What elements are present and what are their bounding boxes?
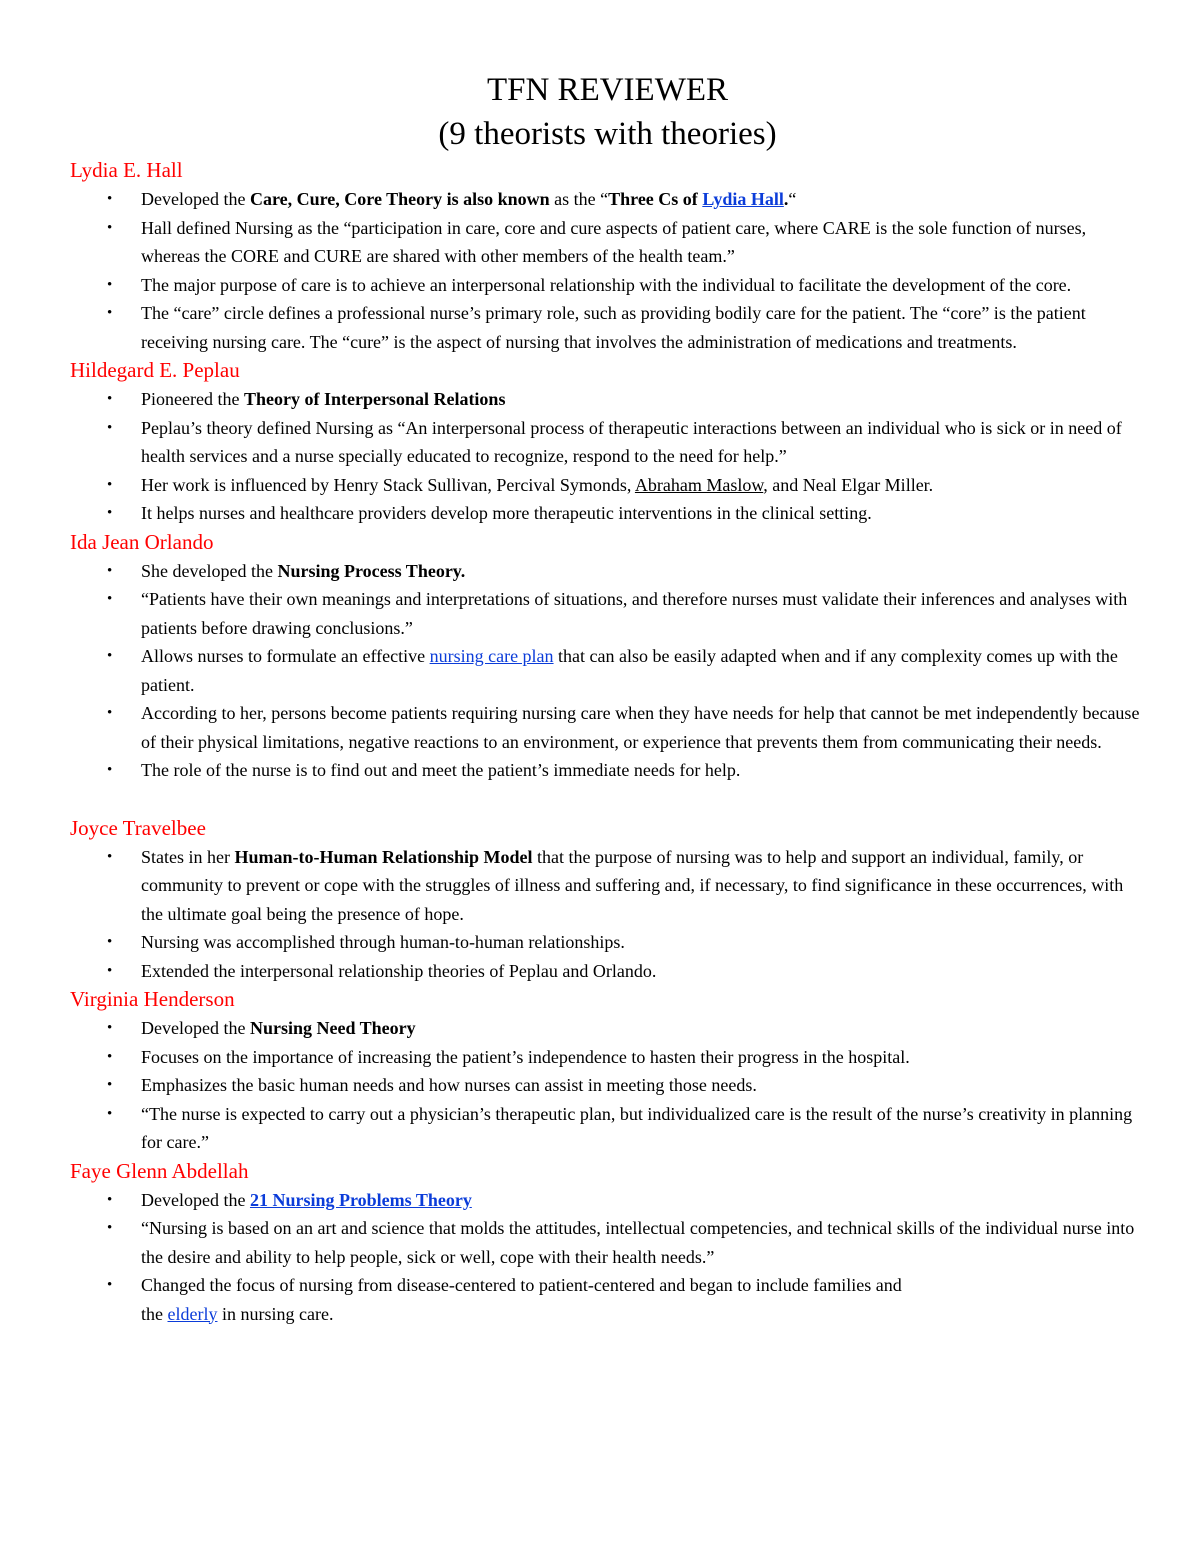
- bullet-icon: •: [107, 1191, 113, 1208]
- list-item: • She developed the Nursing Process Theory.: [70, 557, 1145, 586]
- theorist-section-abdellah: [70, 1157, 1145, 1329]
- theorist-name: Joyce Travelbee: [70, 815, 206, 840]
- link-21-nursing-problems-theory[interactable]: 21 Nursing Problems Theory: [249, 1189, 472, 1210]
- link-abraham-maslow[interactable]: Abraham Maslow: [634, 474, 764, 495]
- list-item: • Pioneered the Theory of Interpersonal Relations: [70, 385, 1145, 414]
- list-item: • It helps nurses and healthcare providers develop more therapeutic interventions in the clinical setting.: [70, 499, 1145, 528]
- link-lydia-hall[interactable]: Lydia Hall: [702, 189, 784, 209]
- bullet-icon: •: [107, 762, 113, 778]
- list-item: • Her work is influenced by Henry Stack Sullivan, Percival Symonds, Abraham Maslow, and Neal Elgar Miller.: [70, 471, 1145, 500]
- bullet-icon: •: [107, 962, 113, 979]
- theorist-section-peplau: [70, 356, 1145, 528]
- list-item: • The major purpose of care is to achieve an interpersonal relationship with the individual to facilitate the development of the core.: [70, 271, 1145, 300]
- list-item: • The role of the nurse is to find out and meet the patient’s immediate needs for help.: [70, 756, 1145, 785]
- list-item: • Nursing was accomplished through human-to-human relationships.: [70, 928, 1145, 957]
- bullet-icon: •: [107, 1105, 113, 1122]
- theorist-section-orlando: [70, 528, 1145, 785]
- list-item: • Hall defined Nursing as the “participation in care, core and cure aspects of patient care, where CARE is the sole function of nurses, whereas the CORE and CURE are shared with other members of the health team.”: [70, 214, 1145, 271]
- bullet-icon: •: [107, 1220, 113, 1236]
- list-item: • Emphasizes the basic human needs and how nurses can assist in meeting those needs.: [70, 1071, 1145, 1100]
- link-nursing-care-plan[interactable]: nursing care plan: [429, 646, 554, 666]
- list-item: • Changed the focus of nursing from disease-centered to patient-centered and began to include families and the elderly in nursing care.: [70, 1271, 1145, 1328]
- document-title: TFN REVIEWER: [486, 72, 729, 108]
- bullet-icon: •: [107, 505, 113, 521]
- bullet-icon: •: [107, 276, 113, 293]
- bullet-icon: •: [107, 1277, 113, 1293]
- theorist-name: Faye Glenn Abdellah: [70, 1158, 249, 1183]
- bullet-list: [70, 557, 1145, 785]
- list-item: • The “care” circle defines a professional nurse’s primary role, such as providing bodily care for the patient. The “core” is the patient receiving nursing care. The “cure” is the aspect of nursing that involves the administration of medications and treatments.: [70, 299, 1145, 356]
- bullet-icon: •: [107, 391, 113, 407]
- bullet-icon: •: [107, 1020, 113, 1036]
- theorist-name: Lydia E. Hall: [70, 158, 183, 182]
- bullet-list: [70, 1186, 1145, 1329]
- bullet-icon: •: [107, 591, 113, 607]
- bullet-icon: •: [107, 476, 113, 493]
- list-item: • Peplau’s theory defined Nursing as “An interpersonal process of therapeutic interactions between an individual who is sick or in need of health services and a nurse specially educated to recognize, respond to the need for help.”: [70, 414, 1145, 471]
- list-item: • Developed the Nursing Need Theory: [70, 1014, 1145, 1043]
- bullet-icon: •: [107, 219, 113, 236]
- bullet-icon: •: [107, 1077, 113, 1093]
- list-item: • States in her Human-to-Human Relationship Model that the purpose of nursing was to help and support an individual, family, or community to prevent or cope with the struggles of illness and suffering and, if necessary, to find significance in these occurrences, with the ultimate goal being the presence of hope.: [70, 843, 1145, 929]
- list-item: • “The nurse is expected to carry out a physician’s therapeutic plan, but individualized care is the result of the nurse’s creativity in planning for care.”: [70, 1100, 1145, 1157]
- list-item: • “Nursing is based on an art and science that molds the attitudes, intellectual competencies, and technical skills of the individual nurse into the desire and ability to help people, sick or well, cope with their health needs.”: [70, 1214, 1145, 1271]
- list-item: • According to her, persons become patients requiring nursing care when they have needs for help that cannot be met independently because of their physical limitations, negative reactions to an environment, or experience that prevents them from communicating their needs.: [70, 699, 1145, 756]
- bullet-icon: •: [107, 648, 113, 664]
- bullet-icon: •: [107, 934, 113, 950]
- bullet-icon: •: [107, 1048, 113, 1065]
- document-page: [70, 68, 1145, 1328]
- theorist-name: Virginia Henderson: [70, 987, 235, 1011]
- link-elderly[interactable]: elderly: [167, 1303, 218, 1324]
- theorist-section-henderson: [70, 985, 1145, 1157]
- theorist-name: Ida Jean Orlando: [70, 529, 214, 554]
- theorist-section-hall: [70, 156, 1145, 356]
- bullet-list: [70, 385, 1145, 528]
- theorist-section-travelbee: [70, 814, 1145, 986]
- list-item: • Developed the Care, Cure, Core Theory is also known as the “Three Cs of Lydia Hall.“: [70, 185, 1145, 214]
- bullet-icon: •: [107, 419, 113, 436]
- bullet-icon: •: [107, 305, 113, 321]
- bullet-icon: •: [107, 848, 113, 865]
- bullet-icon: •: [107, 562, 113, 579]
- list-item: • Allows nurses to formulate an effective nursing care plan that can also be easily adapted when and if any complexity comes up with the patient.: [70, 642, 1145, 699]
- bullet-list: [70, 1014, 1145, 1157]
- list-item: • Focuses on the importance of increasing the patient’s independence to hasten their progress in the hospital.: [70, 1043, 1145, 1072]
- bullet-list: [70, 185, 1145, 356]
- bullet-icon: •: [107, 705, 113, 721]
- list-item: • Developed the 21 Nursing Problems Theory: [70, 1186, 1145, 1215]
- bullet-icon: •: [107, 191, 113, 207]
- document-subtitle: (9 theorists with theories): [438, 116, 777, 152]
- list-item: • Extended the interpersonal relationship theories of Peplau and Orlando.: [70, 957, 1145, 986]
- bullet-list: [70, 843, 1145, 986]
- theorist-name: Hildegard E. Peplau: [70, 358, 240, 382]
- list-item: • “Patients have their own meanings and interpretations of situations, and therefore nurses must validate their inferences and analyses with patients before drawing conclusions.”: [70, 585, 1145, 642]
